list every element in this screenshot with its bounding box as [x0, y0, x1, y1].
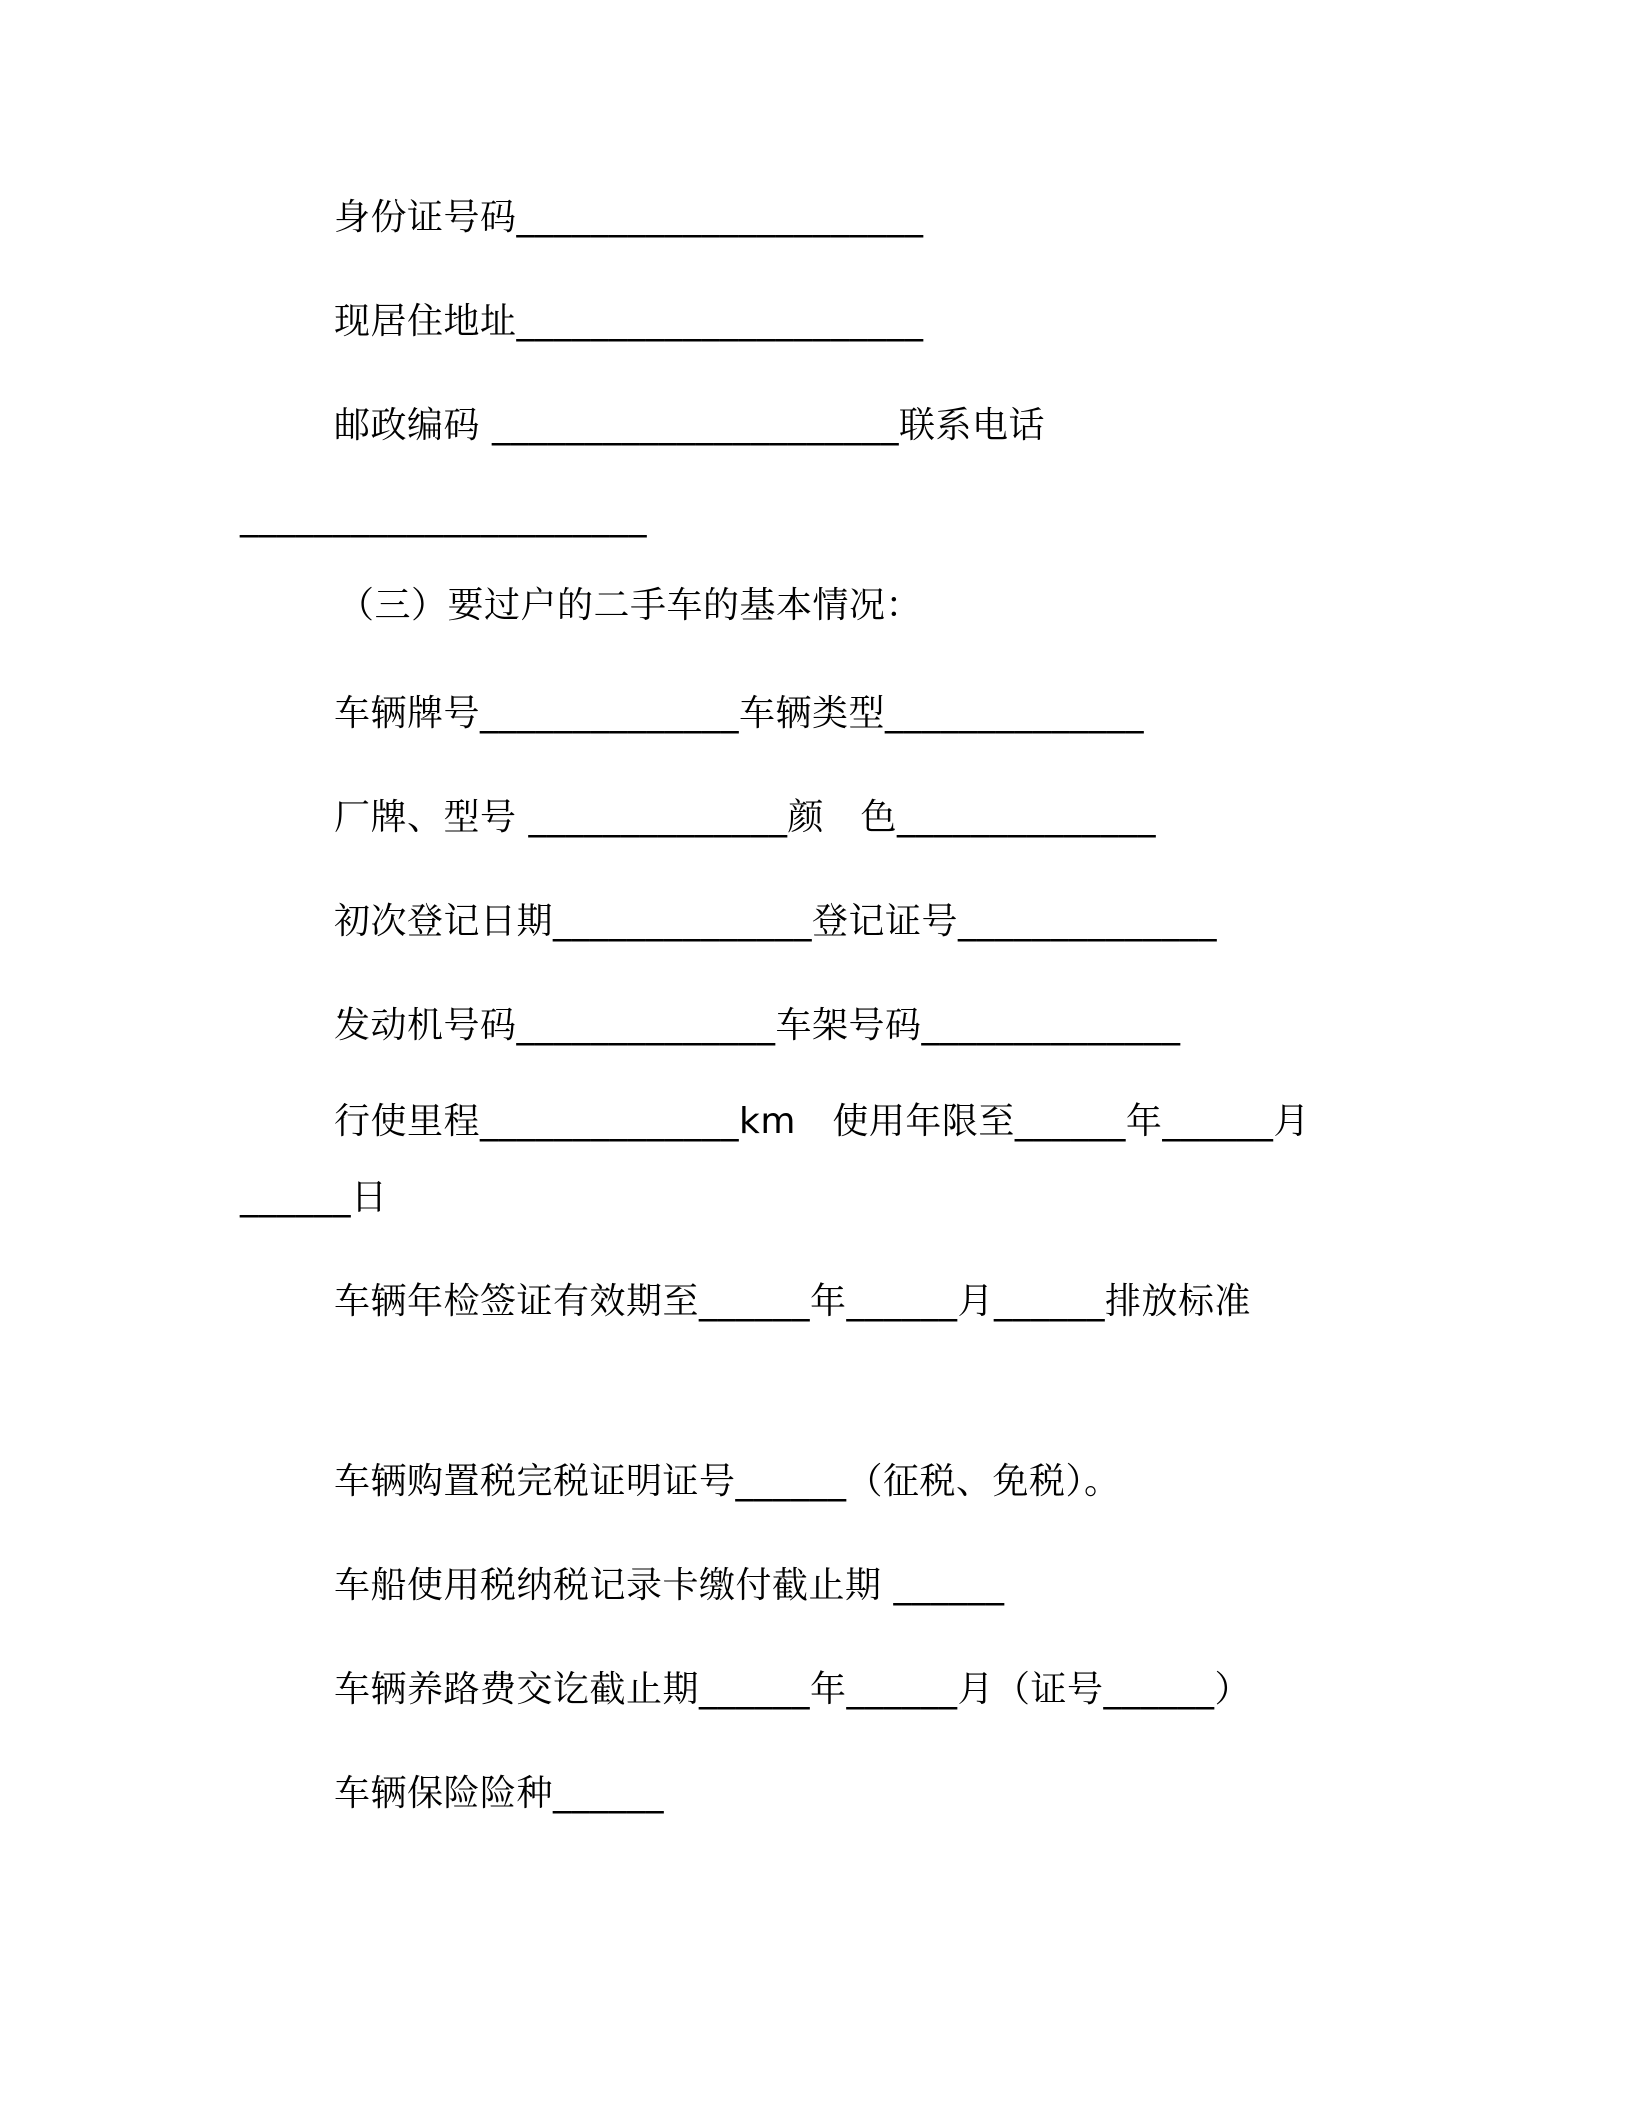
- purchase-tax-field: 车辆购置税完税证明证号______（征税、免税）。: [334, 1461, 1121, 1502]
- postal-code-phone-field: 邮政编码 ______________________联系电话: [334, 405, 1045, 446]
- brand-model-color-field: 厂牌、型号 ______________颜 色______________: [334, 797, 1156, 838]
- mileage-service-life-field: 行使里程______________km 使用年限至______年______月: [334, 1101, 1310, 1142]
- registration-date-number-field: 初次登记日期______________登记证号______________: [334, 901, 1218, 942]
- id-number-field: 身份证号码______________________: [334, 197, 924, 238]
- phone-blank-continuation: ______________________: [240, 497, 647, 538]
- inspection-emission-field: 车辆年检签证有效期至______年______月______排放标准: [334, 1281, 1252, 1322]
- service-life-day-continuation: ______日: [240, 1177, 388, 1218]
- vehicle-vessel-tax-field: 车船使用税纳税记录卡缴付截止期 ______: [334, 1565, 1005, 1606]
- insurance-type-field: 车辆保险险种______: [334, 1773, 665, 1814]
- road-maintenance-fee-field: 车辆养路费交讫截止期______年______月（证号______）: [334, 1669, 1252, 1710]
- current-address-field: 现居住地址______________________: [334, 301, 924, 342]
- engine-frame-number-field: 发动机号码______________车架号码______________: [334, 1005, 1181, 1046]
- section-three-heading: （三）要过户的二手车的基本情况：: [338, 585, 923, 626]
- plate-and-type-field: 车辆牌号______________车辆类型______________: [334, 693, 1145, 734]
